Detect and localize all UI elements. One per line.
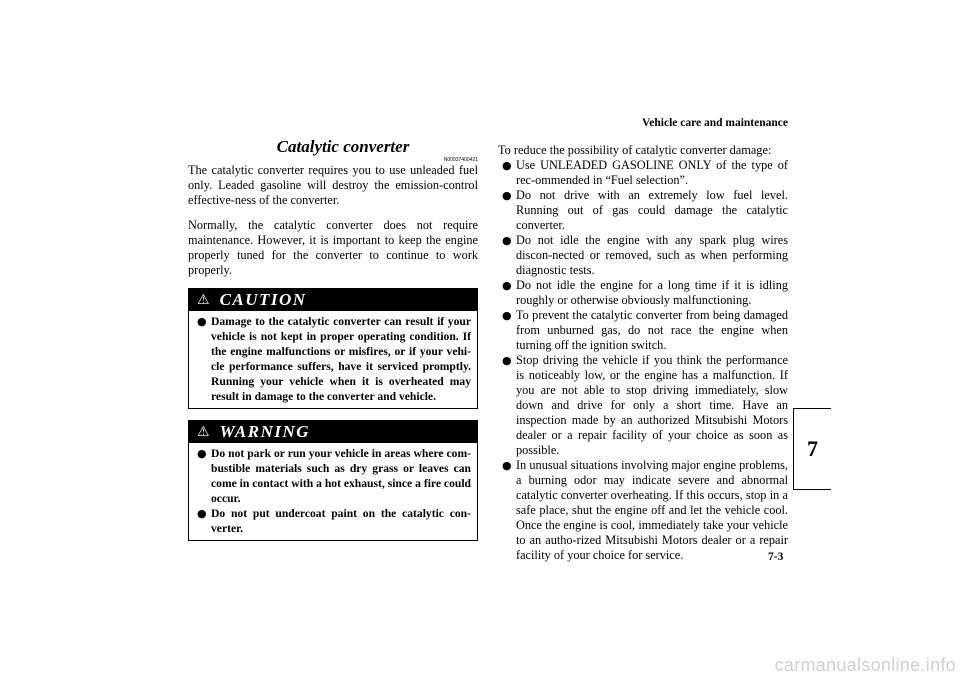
page-title: Catalytic converter — [276, 137, 410, 156]
warning-label: WARNING — [219, 422, 311, 441]
chapter-tab: 7 — [793, 408, 831, 490]
bullet-icon: ● — [502, 309, 512, 322]
bullet-icon: ● — [502, 234, 512, 247]
warning-item: ● Do not put undercoat paint on the catalytic con-verter. — [197, 507, 471, 535]
caution-label: CAUTION — [219, 290, 307, 309]
watermark: carmanualsonline.info — [774, 655, 956, 675]
body-paragraph-2: Normally, the catalytic converter does not require maintenance. However, it is important to keep the engine properly tuned for the converter to continue to work properly. — [188, 218, 478, 277]
warning-header — [189, 421, 477, 443]
list-item: ● In unusual situations involving major engine problems, a burning odor may indicate severe and abnormal catalytic converter overheating. If this occurs, stop in a safe place, shut the engine off and let the vehicle cool. Once the engine is cool, immediately take your vehicle to an autho-rized Mitsubishi Motors dealer or a repair facility of your choice for service. — [498, 458, 788, 563]
body-paragraph-1: The catalytic converter requires you to use unleaded fuel only. Leaded gasoline will destroy the emission-control effective-ness of the converter. — [188, 163, 478, 207]
left-column — [188, 137, 478, 541]
caution-header — [189, 289, 477, 311]
bullet-icon: ● — [197, 447, 207, 460]
bullet-icon: ● — [502, 189, 512, 202]
warning-triangle-icon: ⚠ — [197, 424, 210, 440]
right-column — [498, 143, 788, 563]
page-number: 7-3 — [768, 551, 784, 563]
bullet-icon: ● — [502, 459, 512, 472]
list-item: ● Use UNLEADED GASOLINE ONLY of the type of rec-ommended in “Fuel selection”. — [498, 158, 788, 188]
list-item: ● Do not drive with an extremely low fuel level. Running out of gas could damage the catalytic converter. — [498, 188, 788, 233]
bullet-icon: ● — [197, 315, 207, 328]
bullet-icon: ● — [502, 159, 512, 172]
list-item: ● Stop driving the vehicle if you think the performance is noticeably low, or the engine has a malfunction. If you are not able to stop driving immediately, slow down and drive for only a short time. Have an inspection made by an authorized Mitsubishi Motors dealer or a repair facility of your choice as soon as possible. — [498, 353, 788, 458]
section-header: Vehicle care and maintenance — [642, 117, 788, 129]
list-intro: To reduce the possibility of catalytic converter damage: — [498, 143, 772, 157]
list-item: ● To prevent the catalytic converter from being damaged from unburned gas, do not race the engine when turning off the ignition switch. — [498, 308, 788, 353]
warning-triangle-icon: ⚠ — [197, 292, 210, 308]
warning-box — [188, 420, 478, 541]
reference-code: N00937400421 — [443, 157, 478, 163]
bullet-icon: ● — [502, 279, 512, 292]
list-item: ● Do not idle the engine with any spark plug wires discon-nected or removed, such as when performing diagnostic tests. — [498, 233, 788, 278]
list-item: ● Do not idle the engine for a long time if it is idling roughly or otherwise obviously malfunctioning. — [498, 278, 788, 308]
warning-item: ● Do not park or run your vehicle in areas where com-bustible materials such as dry grass or leaves can come in contact with a hot exhaust, since a fire could occur. — [197, 447, 471, 505]
caution-item: ● Damage to the catalytic converter can result if your vehicle is not kept in proper operating condition. If the engine malfunctions or misfires, or if your vehi-cle performance suffers, have it serviced promptly. Running your vehicle when it is overheated may result in damage to the converter and vehicle. — [197, 315, 471, 403]
bullet-icon: ● — [502, 354, 512, 367]
bullet-icon: ● — [197, 507, 207, 520]
caution-box — [188, 288, 478, 409]
